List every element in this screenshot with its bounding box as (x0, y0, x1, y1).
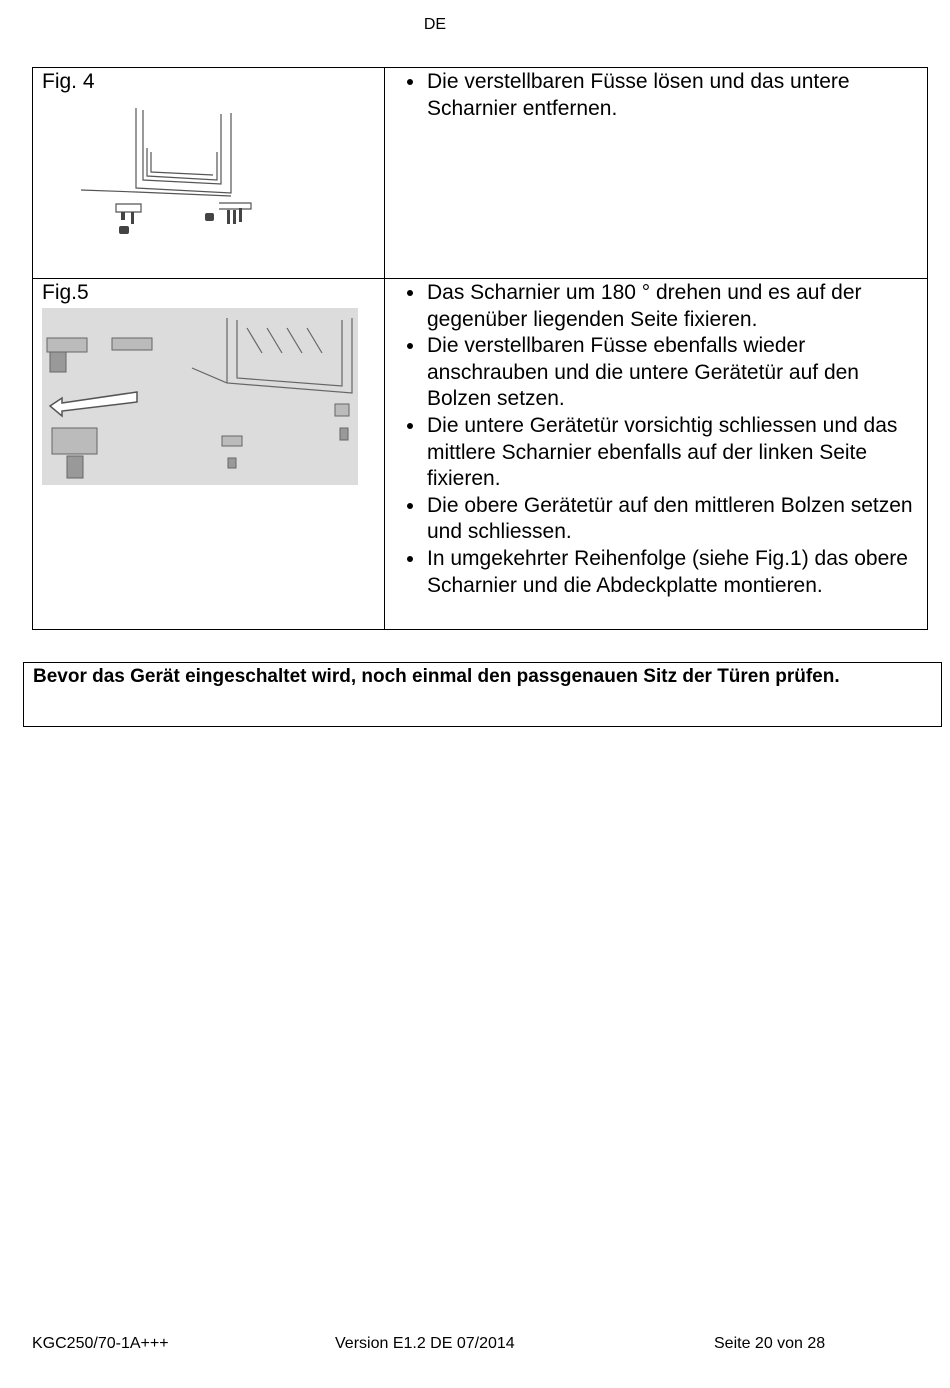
instruction-table (32, 67, 928, 630)
figure-cell-fig5 (33, 279, 385, 630)
table-row (33, 68, 928, 279)
fig4-hinge-illustration (81, 108, 261, 238)
bullet-list (385, 279, 927, 599)
table-row (33, 279, 928, 630)
instruction-cell-fig5 (385, 279, 928, 630)
figure-label: Fig. 4 (42, 70, 95, 93)
figure-label: Fig.5 (42, 281, 89, 304)
list-item: • In umgekehrter Reihenfolge (siehe Fig.1) das obere Scharnier und die Abdeckplatte montieren. (426, 546, 919, 599)
language-header: DE (423, 16, 447, 33)
fig5-hinge-illustration (42, 308, 358, 485)
figure-cell-fig4 (33, 68, 385, 279)
footer-model: KGC250/70-1A+++ (32, 1335, 169, 1352)
list-item: • Das Scharnier um 180 ° drehen und es auf der gegenüber liegenden Seite fixieren. (426, 280, 919, 333)
footer-page-number: Seite 20 von 28 (714, 1335, 826, 1352)
list-item: • Die untere Gerätetür vorsichtig schliessen und das mittlere Scharnier ebenfalls auf der linken Seite fixieren. (426, 413, 919, 493)
instruction-cell-fig4 (385, 68, 928, 279)
list-item: • Die obere Gerätetür auf den mittleren Bolzen setzen und schliessen. (426, 493, 919, 546)
list-item: • Die verstellbaren Füsse ebenfalls wieder anschrauben und die untere Gerätetür auf den Bolzen setzen. (426, 333, 919, 413)
list-item: • Die verstellbaren Füsse lösen und das untere Scharnier entfernen. (426, 69, 919, 122)
bullet-list (385, 68, 927, 122)
footer-version: Version E1.2 DE 07/2014 (335, 1335, 515, 1352)
warning-note: Bevor das Gerät eingeschaltet wird, noch einmal den passgenauen Sitz der Türen prüfen. (23, 662, 942, 727)
